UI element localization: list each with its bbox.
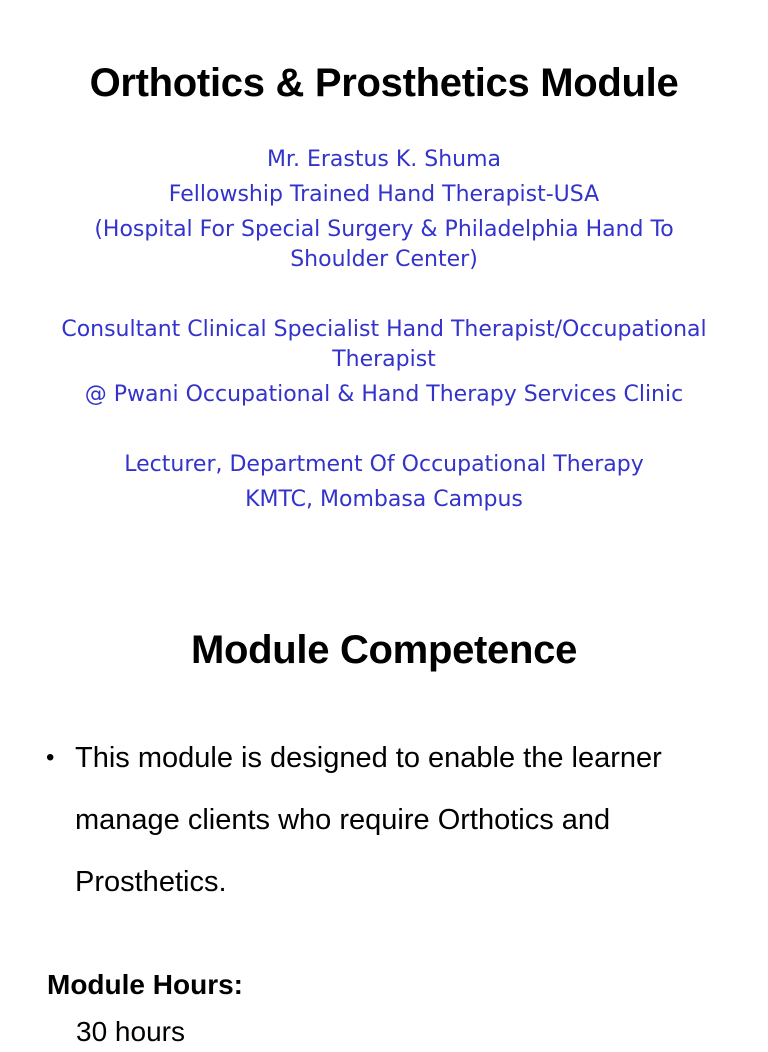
author-hospitals: (Hospital For Special Surgery & Philadelphia Hand To Shoulder Center) <box>94 217 674 272</box>
author-lecturer-role: Lecturer, Department Of Occupational Therapy <box>124 452 644 477</box>
competence-list <box>42 727 732 913</box>
author-campus: KMTC, Mombasa Campus <box>245 487 523 512</box>
author-name: Mr. Erastus K. Shuma <box>266 147 502 172</box>
list-item-text: This module is designed to enable the learner manage clients who require Orthotics and Prosthetics. <box>75 742 662 898</box>
module-hours-value: 30 hours <box>76 1016 185 1047</box>
bullet-icon: • <box>46 744 55 771</box>
page-title: Orthotics & Prosthetics Module <box>89 61 679 105</box>
author-fellowship: Fellowship Trained Hand Therapist-USA <box>168 182 600 207</box>
author-clinic: @ Pwani Occupational & Hand Therapy Services Clinic <box>84 382 684 407</box>
author-info <box>60 145 708 515</box>
module-hours-label: Module Hours: <box>47 969 243 1000</box>
competence-heading: Module Competence <box>190 628 578 672</box>
list-item <box>42 727 732 913</box>
author-consultant-role: Consultant Clinical Specialist Hand Therapist/Occupational Therapist <box>61 317 707 372</box>
